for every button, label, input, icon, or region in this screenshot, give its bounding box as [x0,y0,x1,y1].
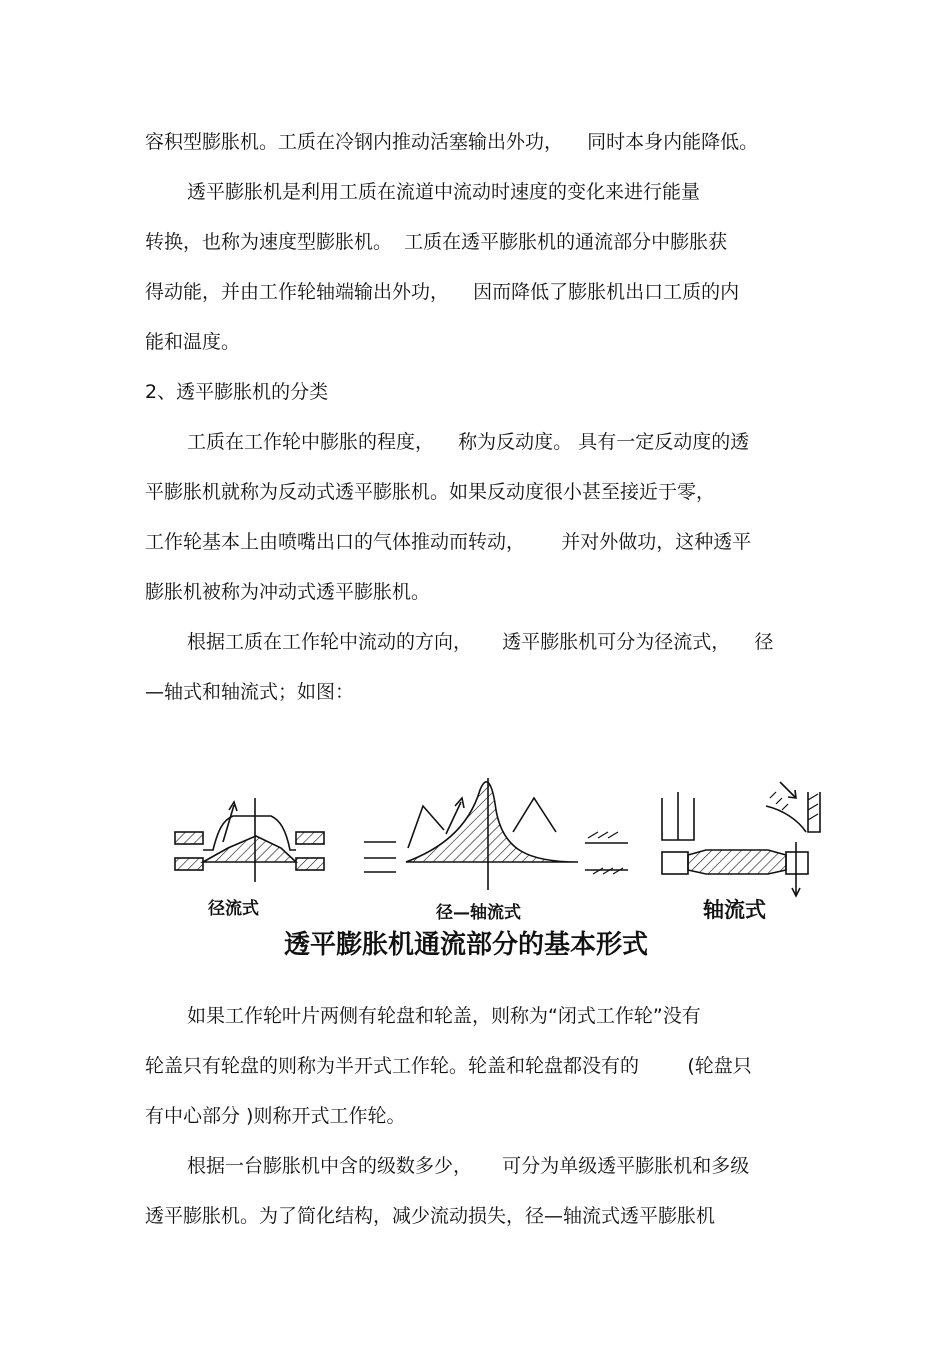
paragraph-line: 工质在工作轮中膨胀的程度， 称为反动度。 具有一定反动度的透 [187,431,750,453]
paragraph-line: 容积型膨胀机。工质在冷钢内推动活塞输出外功， 同时本身内能降低。 [145,131,759,153]
paragraph-line: 转换，也称为速度型膨胀机。 工质在透平膨胀机的通流部分中膨胀获 [145,231,728,253]
paragraph-line: 透平膨胀机。为了简化结构，减少流动损失，径—轴流式透平膨胀机 [145,1205,716,1227]
paragraph-line: 轮盖只有轮盘的则称为半开式工作轮。轮盖和轮盘都没有的 (轮盘只 [145,1055,752,1077]
radial-flow-label: 径流式 [208,899,259,919]
axial-flow-label: 轴流式 [703,898,766,922]
radial-axial-flow-label: 径—轴流式 [436,903,521,923]
paragraph-line: 能和温度。 [145,331,241,353]
flow-path-figure [168,770,840,965]
figure-caption: 透平膨胀机通流部分的基本形式 [284,930,649,960]
paragraph-line: —轴式和轴流式；如图： [145,681,355,703]
paragraph-line: 有中心部分 )则称开式工作轮。 [145,1105,406,1127]
paragraph-line: 平膨胀机就称为反动式透平膨胀机。如果反动度很小甚至接近于零， [145,481,716,503]
paragraph-line: 根据一台膨胀机中含的级数多少， 可分为单级透平膨胀机和多级 [187,1155,750,1177]
paragraph-line: 根据工质在工作轮中流动的方向， 透平膨胀机可分为径流式， 径 [187,631,774,653]
paragraph-line: 如果工作轮叶片两侧有轮盘和轮盖，则称为“闭式工作轮”没有 [187,1005,701,1027]
paragraph-line: 工作轮基本上由喷嘴出口的气体推动而转动， 并对外做功，这种透平 [145,531,752,553]
paragraph-line: 得动能，并由工作轮轴端输出外功， 因而降低了膨胀机出口工质的内 [145,281,740,303]
paragraph-line: 透平膨胀机是利用工质在流道中流动时速度的变化来进行能量 [187,181,701,203]
radial-flow-sketch [175,798,324,882]
radial-axial-flow-sketch [364,778,578,890]
paragraph-line: 膨胀机被称为冲动式透平膨胀机。 [145,581,431,603]
axial-flow-sketch [585,782,820,896]
section-heading: 2、透平膨胀机的分类 [145,381,329,403]
